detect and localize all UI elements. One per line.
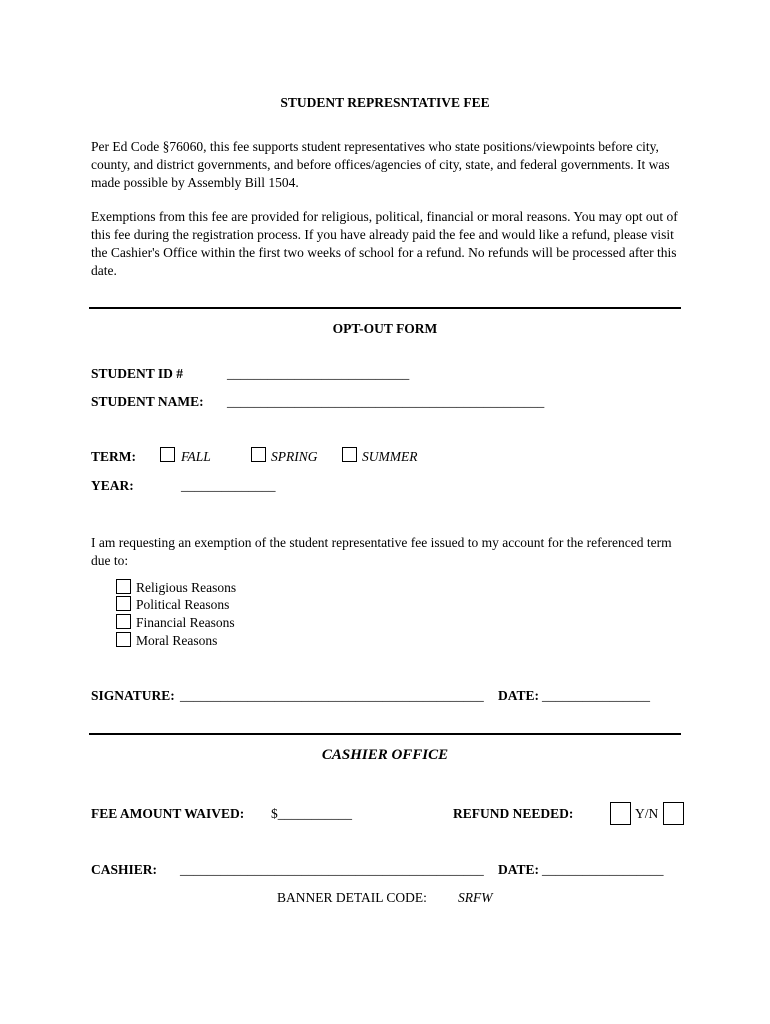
political-reasons-checkbox[interactable] — [116, 596, 131, 611]
political-reasons-label: Political Reasons — [136, 597, 230, 612]
cashier-date-field[interactable]: __________________ — [542, 862, 664, 877]
term-fall-label: FALL — [181, 449, 211, 464]
date-field[interactable]: ________________ — [542, 688, 650, 703]
term-spring-label: SPRING — [271, 449, 318, 464]
section-divider — [89, 307, 681, 309]
request-text: I am requesting an exemption of the student representative fee issued to my account for the referenced term due to: — [91, 535, 672, 568]
year-label: YEAR: — [91, 478, 134, 493]
refund-yes-checkbox[interactable] — [610, 802, 631, 825]
fee-amount-label: FEE AMOUNT WAIVED: — [91, 806, 245, 821]
religious-reasons-label: Religious Reasons — [136, 580, 237, 595]
page-title: STUDENT REPRESNTATIVE FEE — [280, 95, 490, 110]
refund-needed-label: REFUND NEEDED: — [453, 806, 574, 821]
term-fall-checkbox[interactable] — [160, 447, 175, 462]
cashier-field[interactable]: _____________________________________________ — [180, 862, 484, 877]
term-label: TERM: — [91, 449, 136, 464]
banner-code-label: BANNER DETAIL CODE: — [277, 890, 427, 905]
intro-paragraph: Per Ed Code §76060, this fee supports student representatives who state positions/viewpoints before city, county, and district governments, and before offices/agencies of city, state, and federal governments. It was made possible by Assembly Bill 1504. — [91, 139, 670, 190]
term-summer-label: SUMMER — [362, 449, 418, 464]
student-id-field[interactable]: ___________________________ — [227, 366, 410, 381]
religious-reasons-checkbox[interactable] — [116, 579, 131, 594]
section-divider — [89, 733, 681, 735]
refund-no-checkbox[interactable] — [663, 802, 684, 825]
moral-reasons-checkbox[interactable] — [116, 632, 131, 647]
term-spring-checkbox[interactable] — [251, 447, 266, 462]
signature-field[interactable]: _____________________________________________ — [180, 688, 484, 703]
term-summer-checkbox[interactable] — [342, 447, 357, 462]
optout-heading: OPT-OUT FORM — [332, 321, 438, 336]
signature-label: SIGNATURE: — [91, 688, 175, 703]
financial-reasons-checkbox[interactable] — [116, 614, 131, 629]
fee-amount-field[interactable]: $___________ — [271, 806, 352, 821]
moral-reasons-label: Moral Reasons — [136, 633, 218, 648]
financial-reasons-label: Financial Reasons — [136, 615, 235, 630]
cashier-heading: CASHIER OFFICE — [321, 747, 449, 763]
student-name-label: STUDENT NAME: — [91, 394, 204, 409]
cashier-label: CASHIER: — [91, 862, 158, 877]
year-field[interactable]: ______________ — [181, 478, 276, 493]
exemptions-paragraph: Exemptions from this fee are provided for religious, political, financial or moral reasons. You may opt out of this fee during the registration process. If you have already paid the fee and would like a refund, please visit the Cashier's Office within the first two weeks of school for a refund. No refunds will be processed after this date. — [91, 209, 678, 278]
cashier-date-label: DATE: — [498, 862, 540, 877]
date-label: DATE: — [498, 688, 540, 703]
student-id-label: STUDENT ID # — [91, 366, 184, 381]
refund-yn-label: Y/N — [635, 806, 659, 821]
banner-code-value: SRFW — [458, 890, 493, 905]
student-name-field[interactable]: _______________________________________________ — [227, 394, 545, 409]
